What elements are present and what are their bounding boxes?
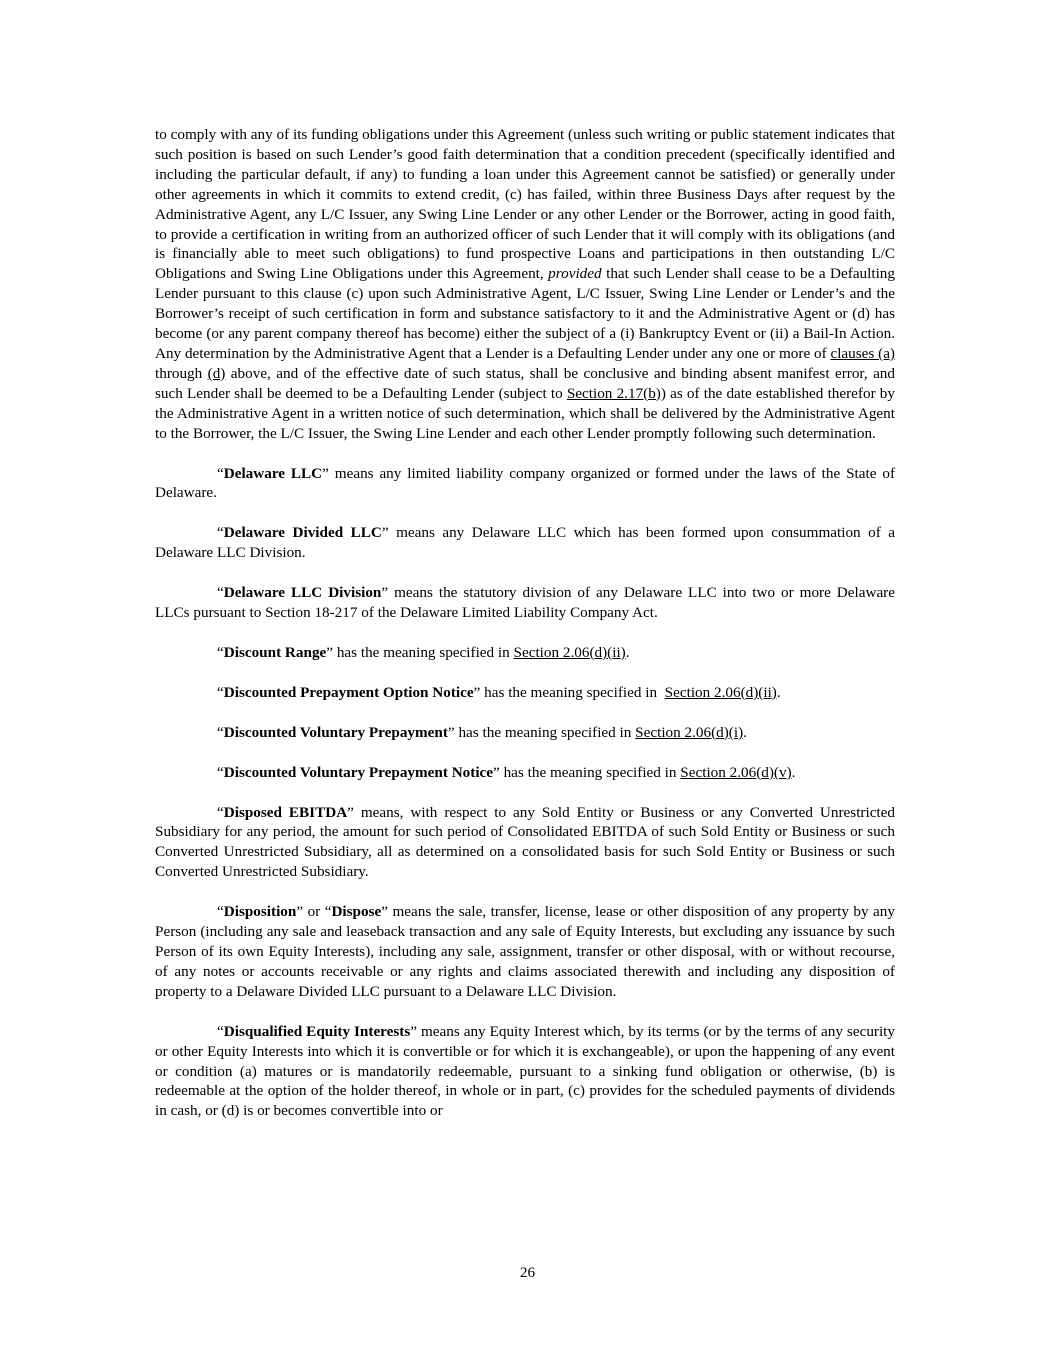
definition-delaware-llc: “Delaware LLC” means any limited liability company organized or formed under the laws of the State of Delaware. — [155, 464, 895, 502]
document-body — [155, 125, 895, 1121]
section-2-17b-reference: Section 2.17(b) — [566, 384, 661, 402]
defined-term: Disqualified Equity Interests — [223, 1022, 411, 1040]
page-number: 26 — [519, 1264, 536, 1281]
definition-disposed-ebitda: “Disposed EBITDA” means, with respect to any Sold Entity or Business or any Converted Unrestricted Subsidiary for any period, the amount for such period of Consolidated EBITDA of such Sold Entity or Business or such Converted Unrestricted Subsidiary, all as determined on a consolidated basis for such Sold Entity or Business or such Converted Unrestricted Subsidiary. — [155, 803, 895, 881]
definition-disqualified-equity-interests: “Disqualified Equity Interests” means any Equity Interest which, by its terms (or by the terms of any security or other Equity Interests into which it is convertible or for which it is exchangeable), or upon the happening of any event or condition (a) matures or is mandatorily redeemable, pursuant to a sinking fund obligation or otherwise, (b) is redeemable at the option of the holder thereof, in whole or in part, (c) provides for the scheduled payments of dividends in cash, or (d) is or becomes convertible into or — [155, 1022, 895, 1120]
defined-term: Discounted Voluntary Prepayment Notice — [223, 763, 494, 781]
section-reference: Section 2.06(d)(ii) — [664, 683, 777, 701]
defaulting-lender-continuation: to comply with any of its funding obligations under this Agreement (unless such writing or public statement indicates that such position is based on such Lender’s good faith determination that a condition precedent (specifically identified and including the particular default, if any) to funding a loan under this Agreement cannot be satisfied) or generally under other agreements in which it commits to extend credit, (c) has failed, within three Business Days after request by the Administrative Agent, any L/C Issuer, any Swing Line Lender or any other Lender or the Borrower, acting in good faith, to provide a certification in writing from an authorized officer of such Lender that it will comply with its obligations (and is financially able to meet such obligations) to fund prospective Loans and participations in then outstanding L/C Obligations and Swing Line Obligations under this Agreement, provided that such Lender shall cease to be a Defaulting Lender pursuant to this clause (c) upon such Administrative Agent, L/C Issuer, Swing Line Lender or Lender’s and the Borrower’s receipt of such certification in form and substance satisfactory to it and the Administrative Agent or (d) has become (or any parent company thereof has become) either the subject of a (i) Bankruptcy Event or (ii) a Bail-In Action. Any determination by the Administrative Agent that a Lender is a Defaulting Lender under any one or more of clauses (a) through (d) above, and of the effective date of such status, shall be conclusive and binding absent manifest error, and such Lender shall be deemed to be a Defaulting Lender (subject to Section 2.17(b)) as of the date established therefor by the Administrative Agent in a written notice of such determination, which shall be delivered by the Administrative Agent to the Borrower, the L/C Issuer, the Swing Line Lender and each other Lender promptly following such determination. — [155, 126, 895, 442]
definition-delaware-divided-llc: “Delaware Divided LLC” means any Delaware LLC which has been formed upon consummation of a Delaware LLC Division. — [155, 524, 895, 562]
definition-delaware-llc-division: “Delaware LLC Division” means the statutory division of any Delaware LLC into two or more Delaware LLCs pursuant to Section 18-217 of the Delaware Limited Liability Company Act. — [155, 584, 895, 622]
section-reference: Section 2.06(d)(v) — [680, 763, 792, 781]
defined-term: Dispose — [331, 903, 382, 921]
provided-italic: provided — [548, 265, 602, 283]
section-reference: Section 2.06(d)(i) — [635, 723, 744, 741]
defined-term: Delaware LLC Division — [223, 584, 382, 602]
defined-term: Delaware LLC — [223, 464, 323, 482]
clauses-a-reference: clauses (a) — [830, 344, 895, 362]
definition-discounted-voluntary-prepayment: “Discounted Voluntary Prepayment” has the meaning specified in Section 2.06(d)(i). — [217, 723, 747, 741]
defined-term: Discount Range — [223, 643, 327, 661]
section-reference: Section 2.06(d)(ii) — [513, 643, 626, 661]
defined-term: Delaware Divided LLC — [223, 524, 382, 542]
definition-discounted-voluntary-prepayment-notice: “Discounted Voluntary Prepayment Notice” has the meaning specified in Section 2.06(d)(v). — [217, 763, 796, 781]
defined-term: Disposed EBITDA — [223, 803, 348, 821]
definition-disposition: “Disposition” or “Dispose” means the sale, transfer, license, lease or other disposition of any property by any Person (including any sale and leaseback transaction and any sale of Equity Interests, but excluding any issuance by such Person of its own Equity Interests), including any sale, assignment, transfer or other disposal, with or without recourse, of any notes or accounts receivable or any rights and claims associated therewith and including any disposition of property to a Delaware Divided LLC pursuant to a Delaware LLC Division. — [155, 903, 895, 1000]
clause-d-reference: (d) — [207, 364, 226, 382]
definition-discounted-prepayment-option-notice: “Discounted Prepayment Option Notice” has the meaning specified in Section 2.06(d)(ii). — [217, 683, 781, 701]
defined-term: Discounted Voluntary Prepayment — [223, 723, 448, 741]
defined-term: Disposition — [223, 903, 297, 921]
definition-discount-range: “Discount Range” has the meaning specified in Section 2.06(d)(ii). — [217, 643, 630, 661]
defined-term: Discounted Prepayment Option Notice — [223, 683, 474, 701]
